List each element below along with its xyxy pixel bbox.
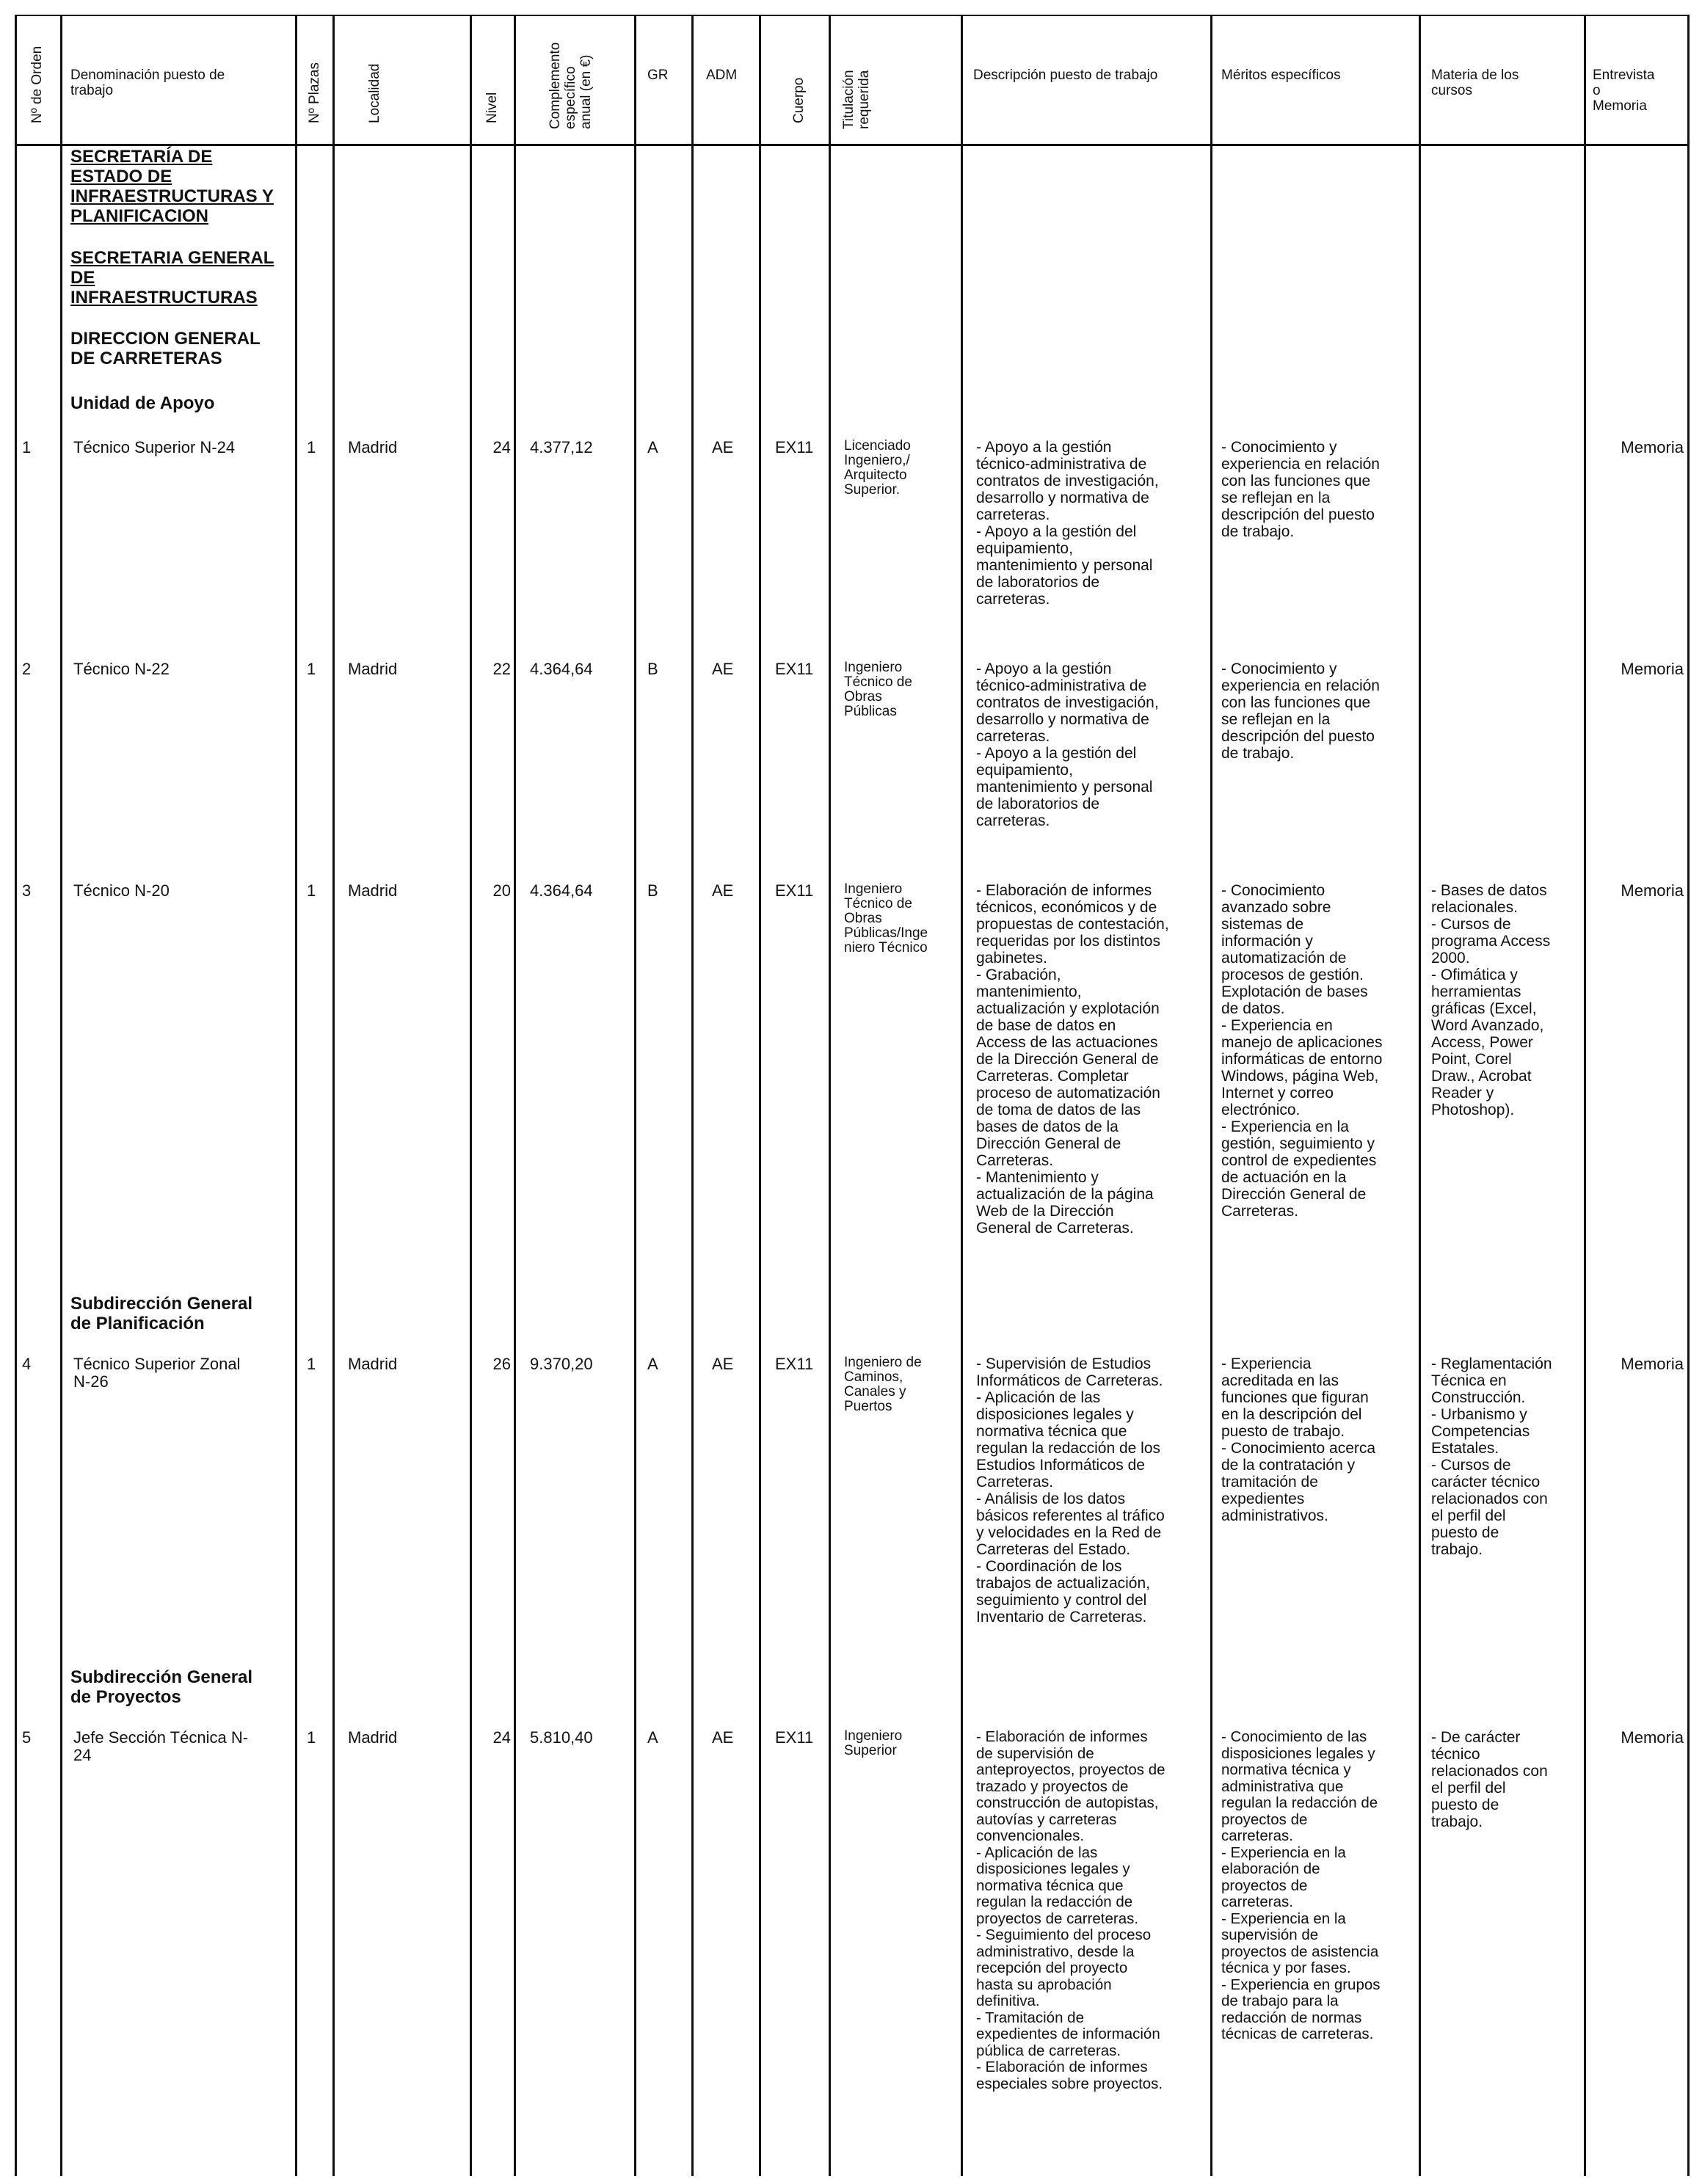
row-denominacion: Técnico N-22 xyxy=(73,660,170,678)
table-top-border xyxy=(15,15,1690,16)
row-localidad: Madrid xyxy=(348,438,398,456)
row-adm: AE xyxy=(712,1728,734,1747)
col-border-9 xyxy=(829,15,831,2176)
row-adm: AE xyxy=(712,881,734,900)
row-titulacion: Licenciado Ingeniero,/ Arquitecto Superior. xyxy=(844,438,911,498)
section-sub-proyectos: Subdirección General de Proyectos xyxy=(70,1667,253,1707)
col-border-11 xyxy=(1210,15,1212,2176)
col-border-0 xyxy=(15,15,17,2176)
row-nivel: 24 xyxy=(492,1728,511,1747)
row-adm: AE xyxy=(712,1355,734,1373)
row-plazas: 1 xyxy=(307,881,316,900)
col-border-10 xyxy=(961,15,963,2176)
row-gr: B xyxy=(647,881,658,900)
row-orden: 3 xyxy=(22,881,32,900)
row-meritos: - Experiencia acreditada en las funciones que figuran en la descripción del puesto de trabajo. - Conocimiento acerca de la contratación y tramitación de expedientes administrativos. xyxy=(1221,1355,1376,1524)
section-secretaria-general: SECRETARIA GENERAL DE INFRAESTRUCTURAS xyxy=(70,248,274,307)
col-border-12 xyxy=(1419,15,1421,2176)
header-adm: ADM xyxy=(706,68,738,83)
row-nivel: 20 xyxy=(492,881,511,900)
row-plazas: 1 xyxy=(307,660,316,678)
row-descripcion: - Apoyo a la gestión técnico-administrativa de contratos de investigación, desarrollo y normativa de carreteras. - Apoyo a la gestión del equipamiento, mantenimiento y personal de laboratorios de carreteras. xyxy=(976,660,1159,829)
section-secretaria-estado: SECRETARÍA DE ESTADO DE INFRAESTRUCTURAS Y PLANIFICACION xyxy=(70,147,274,226)
row-plazas: 1 xyxy=(307,1355,316,1373)
row-localidad: Madrid xyxy=(348,1355,398,1373)
row-entrevista: Memoria xyxy=(1621,438,1684,456)
row-gr: A xyxy=(647,438,658,456)
row-materia: - Reglamentación Técnica en Construcción. - Urbanismo y Competencias Estatales. - Cursos de carácter técnico relacionados con el perfil del puesto de trabajo. xyxy=(1431,1355,1552,1558)
row-localidad: Madrid xyxy=(348,881,398,900)
row-meritos: - Conocimiento avanzado sobre sistemas de información y automatización de procesos de gestión. Explotación de bases de datos. - Experiencia en manejo de aplicaciones informáticas de entorno Windows, página Web, Internet y correo electrónico. - Experiencia en la gestión, seguimiento y control de expedientes de actuación en la Dirección General de Carreteras. xyxy=(1221,882,1383,1220)
row-cuerpo: EX11 xyxy=(775,1728,814,1747)
row-plazas: 1 xyxy=(307,438,316,456)
row-localidad: Madrid xyxy=(348,660,398,678)
row-denominacion: Técnico Superior N-24 xyxy=(73,438,236,456)
section-direccion-general: DIRECCION GENERAL DE CARRETERAS xyxy=(70,329,261,368)
row-complemento: 4.377,12 xyxy=(530,438,593,456)
row-nivel: 22 xyxy=(492,660,511,678)
row-denominacion: Técnico N-20 xyxy=(73,881,170,900)
row-adm: AE xyxy=(712,438,734,456)
section-sub-planificacion: Subdirección General de Planificación xyxy=(70,1294,253,1333)
section-unidad-apoyo: Unidad de Apoyo xyxy=(70,393,215,413)
row-descripcion: - Supervisión de Estudios Informáticos de Carreteras. - Aplicación de las disposiciones legales y normativa técnica que regulan la redacción de los Estudios Informáticos de Carreteras. - Análisis de los datos básicos referentes al tráfico y velocidades en la Red de Carreteras del Estado. - Coordinación de los trabajos de actualización, seguimiento y control del Inventario de Carreteras. xyxy=(976,1355,1165,1626)
row-entrevista: Memoria xyxy=(1621,1355,1684,1373)
row-cuerpo: EX11 xyxy=(775,1355,814,1373)
header-gr: GR xyxy=(647,68,669,83)
row-entrevista: Memoria xyxy=(1621,1728,1684,1747)
row-plazas: 1 xyxy=(307,1728,316,1747)
row-adm: AE xyxy=(712,660,734,678)
row-complemento: 4.364,64 xyxy=(530,881,593,900)
col-border-6 xyxy=(634,15,636,2176)
header-localidad: Localidad xyxy=(367,63,382,123)
col-border-1 xyxy=(60,15,62,2176)
header-cuerpo: Cuerpo xyxy=(791,77,807,123)
col-border-4 xyxy=(470,15,472,2176)
col-border-14 xyxy=(1687,15,1690,2176)
row-titulacion: Ingeniero Técnico de Obras Públicas/Inge niero Técnico xyxy=(844,881,928,956)
row-descripcion: - Elaboración de informes de supervisión de anteproyectos, proyectos de trazado y proyectos de construcción de autopistas, autovías y carreteras convencionales. - Aplicación de las disposiciones legales y normativa técnica que regulan la redacción de proyectos de carreteras. - Seguimiento del proceso administrativo, desde la recepción del proyecto hasta su aprobación definitiva. - Tramitación de expedientes de información pública de carreteras. - Elaboración de informes especiales sobre proyectos. xyxy=(976,1728,1165,2092)
header-nivel: Nivel xyxy=(484,92,500,123)
header-materia: Materia de los cursos xyxy=(1431,68,1519,98)
row-gr: B xyxy=(647,660,658,678)
row-nivel: 24 xyxy=(492,438,511,456)
header-plazas: Nº Plazas xyxy=(307,62,322,123)
row-gr: A xyxy=(647,1355,658,1373)
header-complemento: Complemento específico anual (en €) xyxy=(548,42,594,129)
row-cuerpo: EX11 xyxy=(775,438,814,456)
row-titulacion: Ingeniero Superior xyxy=(844,1728,903,1758)
col-border-3 xyxy=(332,15,335,2176)
header-denominacion: Denominación puesto de trabajo xyxy=(70,68,225,98)
row-nivel: 26 xyxy=(492,1355,511,1373)
row-entrevista: Memoria xyxy=(1621,660,1684,678)
row-complemento: 4.364,64 xyxy=(530,660,593,678)
row-cuerpo: EX11 xyxy=(775,660,814,678)
row-orden: 1 xyxy=(22,438,32,456)
row-complemento: 9.370,20 xyxy=(530,1355,593,1373)
row-meritos: - Conocimiento y experiencia en relación con las funciones que se reflejan en la descripción del puesto de trabajo. xyxy=(1221,660,1380,762)
row-cuerpo: EX11 xyxy=(775,881,814,900)
row-titulacion: Ingeniero Técnico de Obras Públicas xyxy=(844,660,912,719)
header-entrevista: Entrevista o Memoria xyxy=(1593,68,1655,114)
header-titulacion: Titulación requerida xyxy=(841,70,872,129)
col-border-5 xyxy=(514,15,516,2176)
row-meritos: - Conocimiento de las disposiciones legales y normativa técnica y administrativa que regulan la redacción de proyectos de carreteras. - Experiencia en la elaboración de proyectos de carreteras. - Experiencia en la supervisión de proyectos de asistencia técnica y por fases. - Experiencia en grupos de trabajo para la redacción de normas técnicas de carreteras. xyxy=(1221,1728,1381,2042)
header-descripcion: Descripción puesto de trabajo xyxy=(973,68,1158,83)
row-materia: - De carácter técnico relacionados con el perfil del puesto de trabajo. xyxy=(1431,1729,1548,1830)
row-entrevista: Memoria xyxy=(1621,881,1684,900)
row-descripcion: - Elaboración de informes técnicos, económicos y de propuestas de contestación, requeridas por los distintos gabinetes. - Grabación, mantenimiento, actualización y explotación de base de datos en Access de las actuaciones de la Dirección General de Carreteras. Completar proceso de automatización de toma de datos de las bases de datos de la Dirección General de Carreteras. - Mantenimiento y actualización de la página Web de la Dirección General de Carreteras. xyxy=(976,882,1169,1237)
row-meritos: - Conocimiento y experiencia en relación con las funciones que se reflejan en la descripción del puesto de trabajo. xyxy=(1221,439,1380,540)
col-border-7 xyxy=(691,15,694,2176)
row-orden: 2 xyxy=(22,660,32,678)
row-descripcion: - Apoyo a la gestión técnico-administrativa de contratos de investigación, desarrollo y normativa de carreteras. - Apoyo a la gestión del equipamiento, mantenimiento y personal de laboratorios de carreteras. xyxy=(976,439,1159,608)
col-border-8 xyxy=(759,15,761,2176)
row-denominacion: Técnico Superior Zonal N-26 xyxy=(73,1355,241,1391)
row-denominacion: Jefe Sección Técnica N- 24 xyxy=(73,1728,249,1764)
row-localidad: Madrid xyxy=(348,1728,398,1747)
header-orden: Nº de Orden xyxy=(29,46,45,123)
row-complemento: 5.810,40 xyxy=(530,1728,593,1747)
header-bottom-border xyxy=(15,144,1690,146)
row-materia: - Bases de datos relacionales. - Cursos de programa Access 2000. - Ofimática y herramientas gráficas (Excel, Word Avanzado, Access, Power Point, Corel Draw., Acrobat Reader y Photoshop). xyxy=(1431,882,1551,1118)
row-orden: 5 xyxy=(22,1728,32,1747)
header-meritos: Méritos específicos xyxy=(1221,68,1341,83)
row-gr: A xyxy=(647,1728,658,1747)
col-border-2 xyxy=(295,15,297,2176)
col-border-13 xyxy=(1584,15,1586,2176)
row-orden: 4 xyxy=(22,1355,32,1373)
row-titulacion: Ingeniero de Caminos, Canales y Puertos xyxy=(844,1355,922,1414)
